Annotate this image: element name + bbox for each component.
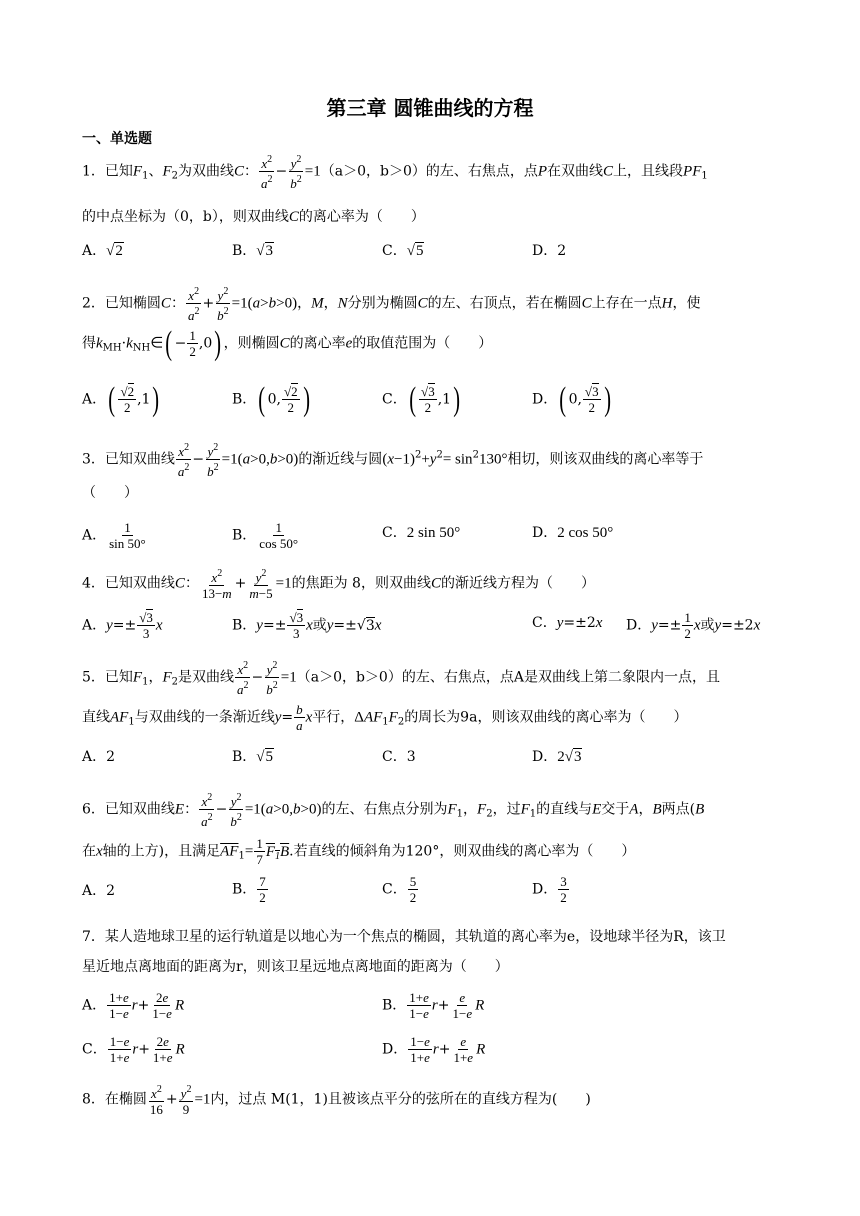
q2-option-d: D．( 0, $\frac{√3}{2}$ )	[532, 380, 611, 418]
q4-option-b: B．y=± $\frac{√3}{3}$ x或y=±√3x	[232, 610, 382, 641]
q6-option-b: B． $\frac{7}{2}$	[232, 874, 266, 905]
question-2-line-1: 2．已知椭圆C： $\frac{x^2}{a^2}$ + $\frac{y^2}{b^2}$ =1(a>b>0)，M，N分别为椭圆C的左、右顶点，若在椭圆C上存在一点H，使	[82, 286, 701, 323]
q5-option-a: A．2	[82, 749, 116, 765]
question-8-line-1: 8．在椭圆 $\frac{x^2}{16}$ + $\frac{y^2}{9}$ =1内，过点 M(1，1)且被该点平分的弦所在的直线方程为( )	[82, 1084, 591, 1117]
question-1-line-1: 1．已知$F_1$、$F_2$为双曲线C： $\frac{x^2}{a^2}$ − $\frac{y^2}{b^2}$ =1（a＞0，b＞0）的左、右焦点，点P在双曲线C上，且线段$PF_1$	[82, 154, 708, 191]
q1-option-a: A．√2	[82, 243, 123, 259]
q3-option-b: B． $\frac{1}{\cos 50^\circ}$	[232, 520, 299, 551]
q5-option-d: D．2√3	[532, 749, 582, 765]
q6-option-d: D． $\frac{3}{2}$	[532, 874, 567, 905]
q6-option-a: A．2	[82, 883, 116, 899]
question-6-line-2: 在x轴的上方)，且满足$\overline{AF}_1=$ $\frac{1}{7}$ $F_1B$.若直线的倾斜角为120°，则双曲线的离心率为（ ）	[82, 836, 636, 867]
q7-option-c: C． $\frac{1-e}{1+e}$ r+ $\frac{2e}{1+e}$ R	[82, 1034, 185, 1065]
question-4-line-1: 4．已知双曲线C： $\frac{x^2}{13-m}$ + $\frac{y^2}{m-5}$ =1的焦距为 8，则双曲线C的渐近线方程为（ ）	[82, 568, 595, 601]
q1-option-c: C．√5	[382, 243, 424, 259]
page-title: 第三章 圆锥曲线的方程	[326, 96, 534, 120]
q2-option-c: C．( $\frac{√3}{2}$ ,1)	[382, 380, 461, 418]
q4-option-c: C．y=±2x	[532, 615, 603, 631]
q5-option-c: C．3	[382, 749, 416, 765]
question-1-line-2: 的中点坐标为（0，b），则双曲线C的离心率为（ ）	[82, 209, 425, 225]
question-5-line-2: 直线$AF_1$与双曲线的一条渐近线y= $\frac{b}{a}$ x平行，$\Delta AF_1F_2$的周长为9a，则该双曲线的离心率为（ ）	[82, 702, 688, 733]
question-3-line-2: （ ）	[82, 485, 138, 501]
question-7-line-1: 7．某人造地球卫星的运行轨道是以地心为一个焦点的椭圆，其轨道的离心率为e，设地球半径为R，该卫	[82, 929, 726, 945]
q2-option-b: B．( 0, $\frac{√2}{2}$ )	[232, 380, 310, 418]
question-6-line-1: 6．已知双曲线E： $\frac{x^2}{a^2}$ − $\frac{y^2}{b^2}$ =1(a>0,b>0)的左、右焦点分别为$F_1$，$F_2$，过$F_1$的直线与E交于A，B两点(B	[82, 792, 705, 829]
question-3-line-1: 3．已知双曲线 $\frac{x^2}{a^2}$ − $\frac{y^2}{b^2}$ =1(a>0,b>0)的渐近线与圆$(x-1)^2+y^2= \sin^2130^\circ$相切，则该双曲线的离心率等于	[82, 442, 704, 479]
q7-option-b: B． $\frac{1+e}{1-e}$ r+ $\frac{e}{1-e}$ R	[382, 990, 485, 1021]
q1-option-d: D．2	[532, 243, 567, 259]
q2-option-a: A．( $\frac{√2}{2}$ ,1)	[82, 380, 160, 418]
question-5-line-1: 5．已知$F_1$，$F_2$是双曲线 $\frac{x^2}{a^2}$ − $\frac{y^2}{b^2}$ =1（a＞0，b＞0）的左、右焦点，点A是双曲线上第二象限内一点，且	[82, 660, 720, 697]
q5-option-b: B．√5	[232, 749, 274, 765]
q1-option-b: B．√3	[232, 243, 274, 259]
question-7-line-2: 星近地点离地面的距离为r，则该卫星远地点离地面的距离为（ ）	[82, 959, 509, 975]
q7-option-a: A． $\frac{1+e}{1-e}$ r+ $\frac{2e}{1-e}$ R	[82, 990, 185, 1021]
q6-option-c: C． $\frac{5}{2}$	[382, 874, 417, 905]
question-2-line-2: 得$k_{MH}\cdot k_{NH}\in$( − $\frac{1}{2}$ ,0) ，则椭圆C的离心率e的取值范围为（ ）	[82, 324, 493, 362]
q3-option-c: C．2 sin 50°	[382, 525, 461, 541]
q3-option-d: D．2 cos 50°	[532, 525, 614, 541]
section-heading: 一、单选题	[82, 131, 152, 147]
q4-option-d: D．y=± $\frac{1}{2}$ x或y=±2x	[626, 610, 761, 641]
q3-option-a: A． $\frac{1}{\sin 50^\circ}$	[82, 520, 146, 551]
q7-option-d: D． $\frac{1-e}{1+e}$ r+ $\frac{e}{1+e}$ R	[382, 1034, 486, 1065]
q4-option-a: A．y=± $\frac{√3}{3}$ x	[82, 610, 163, 641]
